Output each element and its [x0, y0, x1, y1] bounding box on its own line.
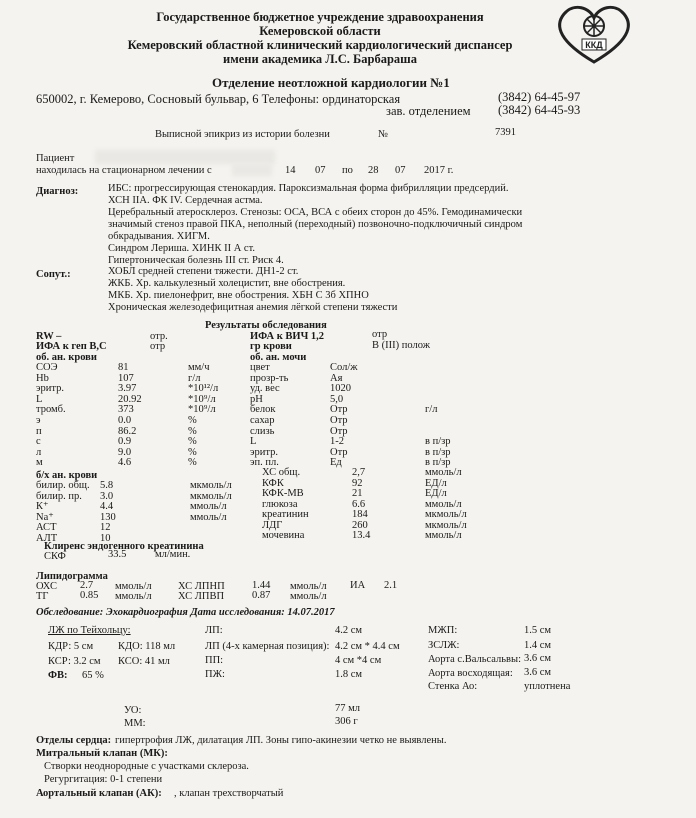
echo-mm-label: ММ:	[124, 718, 146, 729]
diagnosis-line: Церебральный атеросклероз. Стенозы: ОСА, ВСА с обеих сторон до 45%. Гемодинамически	[108, 207, 523, 218]
echo-fv-label: ФВ:	[48, 670, 68, 681]
lab-value: 86.2	[118, 425, 137, 437]
lab-value: 2,7	[352, 467, 366, 478]
echo-aorta-v-value: 3.6 см	[524, 653, 552, 664]
diagnosis-line: значимый стеноз правой ПКА, неполный (переходный) позвоночно-подключичный синдром	[108, 219, 523, 230]
mitral-label: Митральный клапан (МК):	[36, 748, 168, 759]
lipid-tg-label: ТГ	[36, 591, 49, 602]
ifa-hiv-value: отр	[372, 329, 388, 340]
lipid-ohs-unit: ммоль/л	[115, 581, 152, 592]
lipid-ohs-value: 2.7	[80, 580, 94, 591]
lab-name: эп. пл.	[250, 457, 279, 469]
clearance-label: СКФ	[44, 551, 66, 562]
diagnosis-line: Синдром Лериша. ХИНК II А ст.	[108, 243, 256, 254]
lipid-ia-value: 2.1	[384, 580, 398, 591]
blood-group-value: В (III) полож	[372, 340, 430, 351]
blood-group-label: гр крови	[250, 341, 292, 352]
lab-name: л	[36, 446, 42, 458]
clearance-unit: мл/мин.	[155, 549, 191, 560]
heart-logo-icon	[552, 4, 636, 66]
lab-value: Сол/ж	[330, 362, 358, 373]
logo-text: ККД	[585, 40, 603, 50]
concomitant-line: Хроническая железодефицитная анемия лёгкой степени тяжести	[108, 302, 398, 313]
lab-name: Hb	[36, 372, 49, 384]
lab-name: рН	[250, 393, 263, 405]
diagnosis-line: обкрадывания. ХИГМ.	[108, 231, 210, 242]
ifa-hep-label: ИФА к геп В,С	[36, 341, 107, 352]
lab-name: цвет	[250, 362, 270, 373]
lab-unit: г/л	[188, 372, 201, 384]
lab-value: 21	[352, 488, 363, 499]
epicrisis-num-sign: №	[378, 129, 389, 140]
stay-to-month: 07	[395, 165, 406, 176]
lab-value: 1020	[330, 383, 351, 395]
lab-unit: в п/зр	[425, 457, 451, 469]
echo-wall-value: уплотнена	[524, 681, 571, 692]
echo-pp-label: ПП:	[205, 655, 224, 666]
lipid-ldl-label: ХС ЛПНП	[178, 581, 225, 592]
heart-text: гипертрофия ЛЖ, дилатация ЛП. Зоны гипо-акинезии четко не выявлены.	[115, 735, 447, 746]
lab-name: КФК-МВ	[262, 488, 304, 499]
lab-value: Отр	[330, 446, 348, 458]
lab-unit: ммоль/л	[425, 530, 462, 541]
lab-name: К⁺	[36, 501, 49, 512]
lab-unit: %	[188, 436, 197, 448]
lab-value: 1-2	[330, 436, 344, 448]
concomitant-label: Сопут.:	[36, 269, 71, 280]
lab-name: глюкоза	[262, 498, 298, 510]
echo-zslzh-label: ЗСЛЖ:	[428, 640, 460, 651]
lipid-tg-value: 0.85	[80, 590, 99, 601]
lab-value: 0.9	[118, 436, 132, 448]
lab-unit: в п/зр	[425, 446, 451, 458]
lab-value: 184	[352, 509, 368, 520]
lab-value: 3.97	[118, 383, 137, 395]
lab-value: Отр	[330, 415, 348, 426]
diagnosis-line: ИБС: прогрессирующая стенокардия. Пароксизмальная форма фибрилляции предсердий.	[108, 183, 509, 194]
lab-value: 13.4	[352, 530, 371, 541]
department-title: Отделение неотложной кардиологии №1	[212, 75, 450, 90]
stay-from-month: 07	[315, 165, 326, 176]
phone-head: (3842) 64-45-93	[498, 103, 581, 117]
lab-unit: ммоль/л	[190, 501, 227, 512]
echo-pzh-label: ПЖ:	[205, 669, 225, 680]
heart-label: Отделы сердца:	[36, 735, 112, 746]
phone-residents: (3842) 64-45-97	[498, 90, 581, 104]
stay-year: 2017 г.	[424, 165, 454, 176]
lab-value: 4.4	[100, 501, 114, 512]
lab-name: СОЭ	[36, 362, 58, 373]
org-name-line3: Кемеровский областной клинический кардиологический диспансер	[127, 38, 513, 52]
biochem-title: б/х ан. крови	[36, 470, 98, 481]
echo-kdr: КДР: 5 см	[48, 641, 94, 652]
echo-title: Обследование: Эхокардиография Дата исследования: 14.07.2017	[36, 607, 335, 618]
diagnosis-line: ХСН IIА. ФК IV. Сердечная астма.	[108, 195, 263, 206]
org-name-line1: Государственное бюджетное учреждение здравоохранения	[156, 10, 484, 24]
lab-value: Отр	[330, 425, 348, 437]
lab-name: билир. общ.	[36, 480, 90, 491]
epicrisis-title: Выписной эпикриз из истории болезни	[155, 129, 330, 140]
lab-unit: мкмоль/л	[190, 490, 232, 502]
lab-unit: мкмоль/л	[425, 519, 467, 531]
org-name-line2: Кемеровской области	[259, 24, 381, 38]
echo-aorta-v-label: Аорта с.Вальсальвы:	[428, 654, 521, 665]
lab-value: 107	[118, 372, 134, 384]
echo-mm-value: 306 г	[335, 716, 358, 727]
lab-name: ЛДГ	[262, 519, 283, 531]
concomitant-line: МКБ. Хр. пиелонефрит, вне обострения. ХБН С 3б ХПНО	[108, 290, 369, 301]
echo-mzhp-label: МЖП:	[428, 625, 458, 636]
lab-value: 0.0	[118, 415, 132, 426]
lab-name: эритр.	[36, 383, 64, 395]
lab-unit: %	[188, 446, 197, 458]
lab-unit: %	[188, 415, 197, 426]
clinic-logo	[552, 4, 636, 66]
redacted-name	[95, 150, 275, 164]
lab-name: тромб.	[36, 404, 66, 416]
rw-value: отр.	[150, 331, 168, 342]
lab-value: Ед	[330, 457, 342, 469]
lipid-tg-unit: ммоль/л	[115, 591, 152, 602]
redacted-stay	[232, 164, 272, 176]
lab-name: п	[36, 425, 42, 437]
org-name-line4: имени академика Л.С. Барбараша	[223, 52, 417, 66]
lipid-hdl-unit: ммоль/л	[290, 591, 327, 602]
results-title: Результаты обследования	[205, 320, 327, 331]
phone-head-label: зав. отделением	[386, 104, 471, 118]
lab-unit: %	[188, 457, 197, 469]
lab-value: 9.0	[118, 446, 132, 458]
lab-name: эритр.	[250, 446, 278, 458]
echo-uo-label: УО:	[124, 705, 142, 716]
lipid-ohs-label: ОХС	[36, 581, 57, 592]
lab-value: 6.6	[352, 498, 366, 510]
lipid-hdl-value: 0.87	[252, 590, 271, 601]
lab-unit: %	[188, 425, 197, 437]
lab-unit: в п/зр	[425, 436, 451, 448]
lab-name: КФК	[262, 477, 284, 489]
lipid-ia-label: ИА	[350, 580, 366, 591]
lab-unit: *10¹²/л	[188, 383, 219, 395]
aortic-text: , клапан трехстворчатый	[174, 788, 284, 799]
lab-unit: мм/ч	[188, 362, 210, 373]
lipid-ldl-value: 1.44	[252, 580, 271, 591]
lab-value: 10	[100, 532, 111, 544]
lab-unit: мкмоль/л	[425, 509, 467, 520]
patient-label: Пациент	[36, 153, 75, 164]
echo-fv-value: 65 %	[82, 670, 104, 681]
lab-value: 81	[118, 362, 129, 373]
lab-value: 260	[352, 519, 368, 531]
echo-pp-value: 4 см *4 см	[335, 655, 382, 666]
lab-value: 20.92	[118, 393, 142, 405]
echo-aorta-a-value: 3.6 см	[524, 667, 552, 678]
lab-value: 130	[100, 511, 116, 523]
lab-name: уд. вес	[250, 383, 280, 395]
stay-to-day: 28	[368, 165, 379, 176]
lab-unit: ммоль/л	[425, 498, 462, 510]
lab-name: мочевина	[262, 530, 305, 541]
aortic-label: Аортальный клапан (АК):	[36, 788, 162, 799]
lab-name: э	[36, 415, 41, 426]
diagnosis-line: Гипертоническая болезнь III ст. Риск 4.	[108, 255, 284, 266]
lab-value: 4.6	[118, 457, 132, 469]
lab-name: м	[36, 457, 43, 469]
concomitant-line: ХОБЛ средней степени тяжести. ДН1-2 ст.	[108, 266, 299, 277]
echo-wall-label: Стенка Ао:	[428, 681, 478, 692]
epicrisis-number: 7391	[495, 127, 516, 138]
lab-name: слизь	[250, 425, 275, 437]
lab-value: 3.0	[100, 490, 114, 502]
cbc-title: об. ан. крови	[36, 352, 97, 363]
echo-lp4-value: 4.2 см * 4.4 см	[335, 641, 400, 652]
lab-name: Na⁺	[36, 511, 54, 523]
ifa-hep-value: отр	[150, 341, 166, 352]
lipid-ldl-unit: ммоль/л	[290, 581, 327, 592]
lab-name: сахар	[250, 415, 275, 426]
lab-name: креатинин	[262, 509, 309, 520]
lab-name: ХС общ.	[262, 467, 301, 478]
echo-kdo: КДО: 118 мл	[118, 641, 176, 652]
echo-zslzh-value: 1.4 см	[524, 640, 552, 651]
concomitant-line: ЖКБ. Хр. калькулезный холецистит, вне обострения.	[108, 278, 346, 289]
echo-kso: КСО: 41 мл	[118, 656, 170, 667]
lab-name: белок	[250, 404, 276, 416]
stay-from-day: 14	[285, 165, 296, 176]
lab-name: АСТ	[36, 522, 57, 533]
echo-pzh-value: 1.8 см	[335, 669, 363, 680]
echo-lv-title: ЛЖ по Тейхольцу:	[48, 625, 131, 636]
lab-unit: ЕД/л	[425, 477, 447, 489]
lab-value: 5,0	[330, 393, 344, 405]
lab-unit: ммоль/л	[190, 511, 227, 523]
lab-unit: мкмоль/л	[190, 480, 232, 491]
lab-name: L	[250, 436, 257, 448]
ifa-hiv-label: ИФА к ВИЧ 1,2	[250, 331, 325, 342]
clearance-value: 33.5	[108, 549, 127, 560]
lab-name: с	[36, 436, 41, 448]
mitral-line1: Створки неоднородные с участками склероза.	[44, 761, 249, 772]
echo-lp-value: 4.2 см	[335, 625, 363, 636]
lab-unit: г/л	[425, 404, 438, 416]
lab-name: АЛТ	[36, 532, 58, 544]
clearance-title: Клиренс эндогенного креатинина	[44, 541, 204, 552]
lab-unit: ЕД/л	[425, 488, 447, 499]
lab-value: Отр	[330, 404, 348, 416]
lab-unit: *10⁹/л	[188, 393, 216, 405]
lab-name: билир. пр.	[36, 490, 82, 502]
lab-name: прозр-ть	[250, 372, 289, 384]
echo-aorta-a-label: Аорта восходящая:	[428, 668, 513, 679]
lab-value: 92	[352, 477, 363, 489]
urine-title: об. ан. мочи	[250, 352, 307, 363]
stay-label: находилась на стационарном лечении с	[36, 165, 212, 176]
lab-unit: *10⁹/л	[188, 404, 216, 416]
echo-uo-value: 77 мл	[335, 703, 361, 714]
lipid-title: Липидограмма	[36, 571, 108, 582]
lab-value: 12	[100, 522, 111, 533]
rw-label: RW –	[36, 331, 62, 342]
mitral-line2: Регургитация: 0-1 степени	[44, 774, 163, 785]
lab-value: 5.8	[100, 480, 114, 491]
echo-lp-label: ЛП:	[205, 625, 223, 636]
lab-value: Ая	[330, 372, 343, 384]
echo-lp4-label: ЛП (4-х камерная позиция):	[205, 641, 330, 652]
lab-value: 373	[118, 404, 134, 416]
lab-name: L	[36, 393, 43, 405]
lipid-hdl-label: ХС ЛПВП	[178, 591, 225, 602]
echo-mzhp-value: 1.5 см	[524, 625, 552, 636]
echo-ksr: КСР: 3.2 см	[48, 656, 101, 667]
diagnosis-label: Диагноз:	[36, 186, 79, 197]
address: 650002, г. Кемерово, Сосновый бульвар, 6 Телефоны: ординаторская	[36, 92, 401, 106]
lab-unit: ммоль/л	[425, 467, 462, 478]
stay-po: по	[342, 165, 353, 176]
